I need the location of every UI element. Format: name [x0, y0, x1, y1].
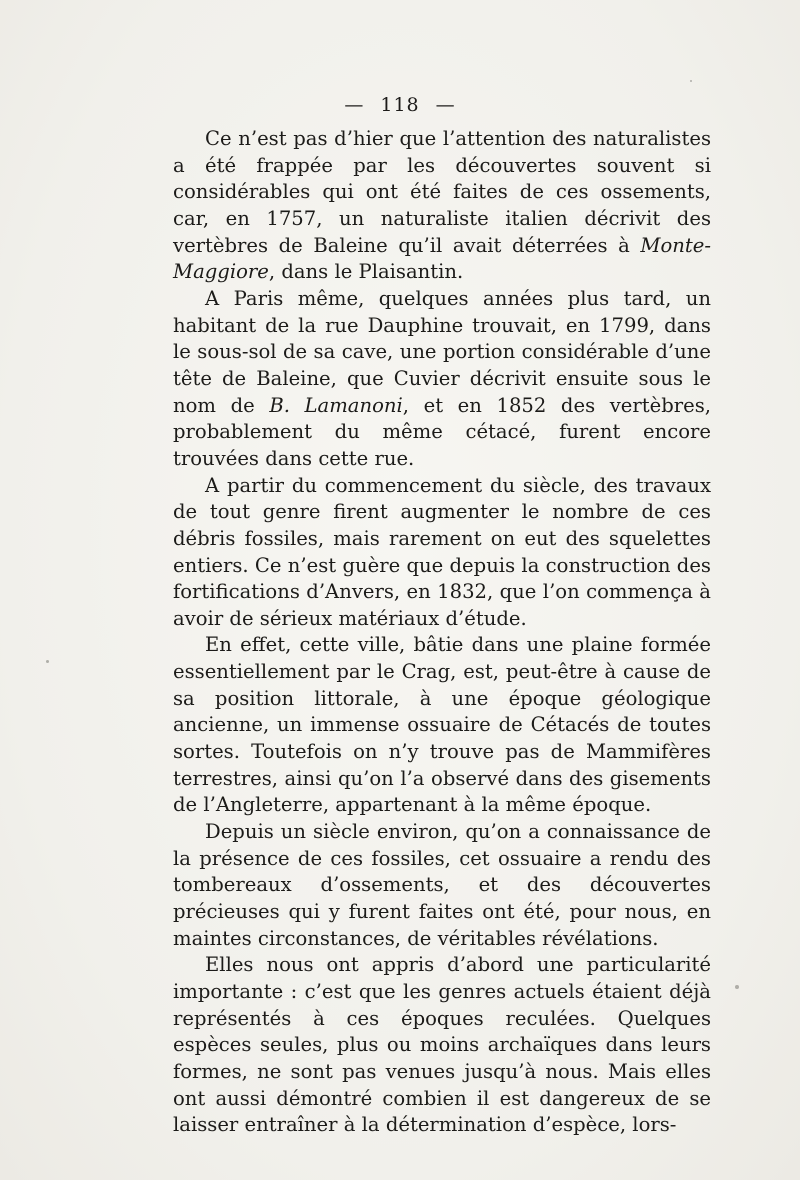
paragraph-1-text-end: , dans le Plaisantin. [268, 260, 464, 284]
paragraph-2 [173, 286, 711, 473]
paragraph-5 [173, 819, 711, 952]
page-number-dash-left: — [344, 94, 365, 116]
page-number-dash-right: — [435, 94, 456, 116]
paragraph-5-text: Depuis un siècle environ, qu’on a connaissance de la présence de ces fossiles, cet ossuaire a rendu des tombereaux d’ossements, et des découvertes précieuses qui y furent faites ont été, pour nous, en maintes circonstances, de véritables révélations. [173, 820, 711, 950]
page-number-header [0, 94, 800, 116]
paragraph-1-italic: Monte-Maggiore [173, 233, 711, 284]
paragraph-4-text: En effet, cette ville, bâtie dans une plaine formée essentiellement par le Crag, est, peut-être à cause de sa position littorale, à une époque géologique ancienne, un immense ossuaire de Cétacés de toutes sortes. Toutefois on n’y trouve pas de Mammifères terrestres, ainsi qu’on l’a observé dans des gisements de l’Angleterre, appartenant à la même époque. [173, 633, 711, 817]
paragraph-4 [173, 632, 711, 819]
page-number: 118 [380, 94, 420, 116]
paragraph-1 [173, 126, 711, 286]
paragraph-2-text: A Paris même, quelques années plus tard, un habitant de la rue Dauphine trouvait, en 1799, dans le sous-sol de sa cave, une portion considérable d’une tête de Baleine, que Cuvier décrivit ensuite sous le nom de [173, 286, 711, 417]
paragraph-1-text: Ce n’est pas d’hier que l’attention des naturalistes a été frappée par les découvertes souvent si considérables qui ont été faites de ces ossements, car, en 1757, un naturaliste italien décrivit des vertèbres de Baleine qu’il avait déterrées à [173, 127, 711, 257]
paper-speck [690, 80, 692, 82]
paper-speck [735, 985, 739, 989]
paragraph-6 [173, 952, 711, 1139]
paragraph-2-text-end: , et en 1852 des vertèbres, probablement du même cétacé, furent encore trouvées dans cette rue. [173, 393, 711, 470]
paragraph-2-italic: B. Lamanoni [269, 393, 403, 417]
paragraph-6-text: Elles nous ont appris d’abord une particularité importante : c’est que les genres actuels étaient déjà représentés à ces époques reculées. Quelques espèces seules, plus ou moins archaïques dans leurs formes, ne sont pas venues jusqu’à nous. Mais elles ont aussi démontré combien il est dangereux de se laisser entraîner à la détermination d’espèce, lors- [173, 953, 711, 1137]
paragraph-3-text: A partir du commencement du siècle, des travaux de tout genre firent augmenter le nombre de ces débris fossiles, mais rarement on eut des squelettes entiers. Ce n’est guère que depuis la construction des fortifications d’Anvers, en 1832, que l’on commença à avoir de sérieux matériaux d’étude. [173, 473, 711, 630]
paper-speck [46, 660, 49, 663]
body-text [173, 126, 711, 1139]
paragraph-3 [173, 473, 711, 633]
